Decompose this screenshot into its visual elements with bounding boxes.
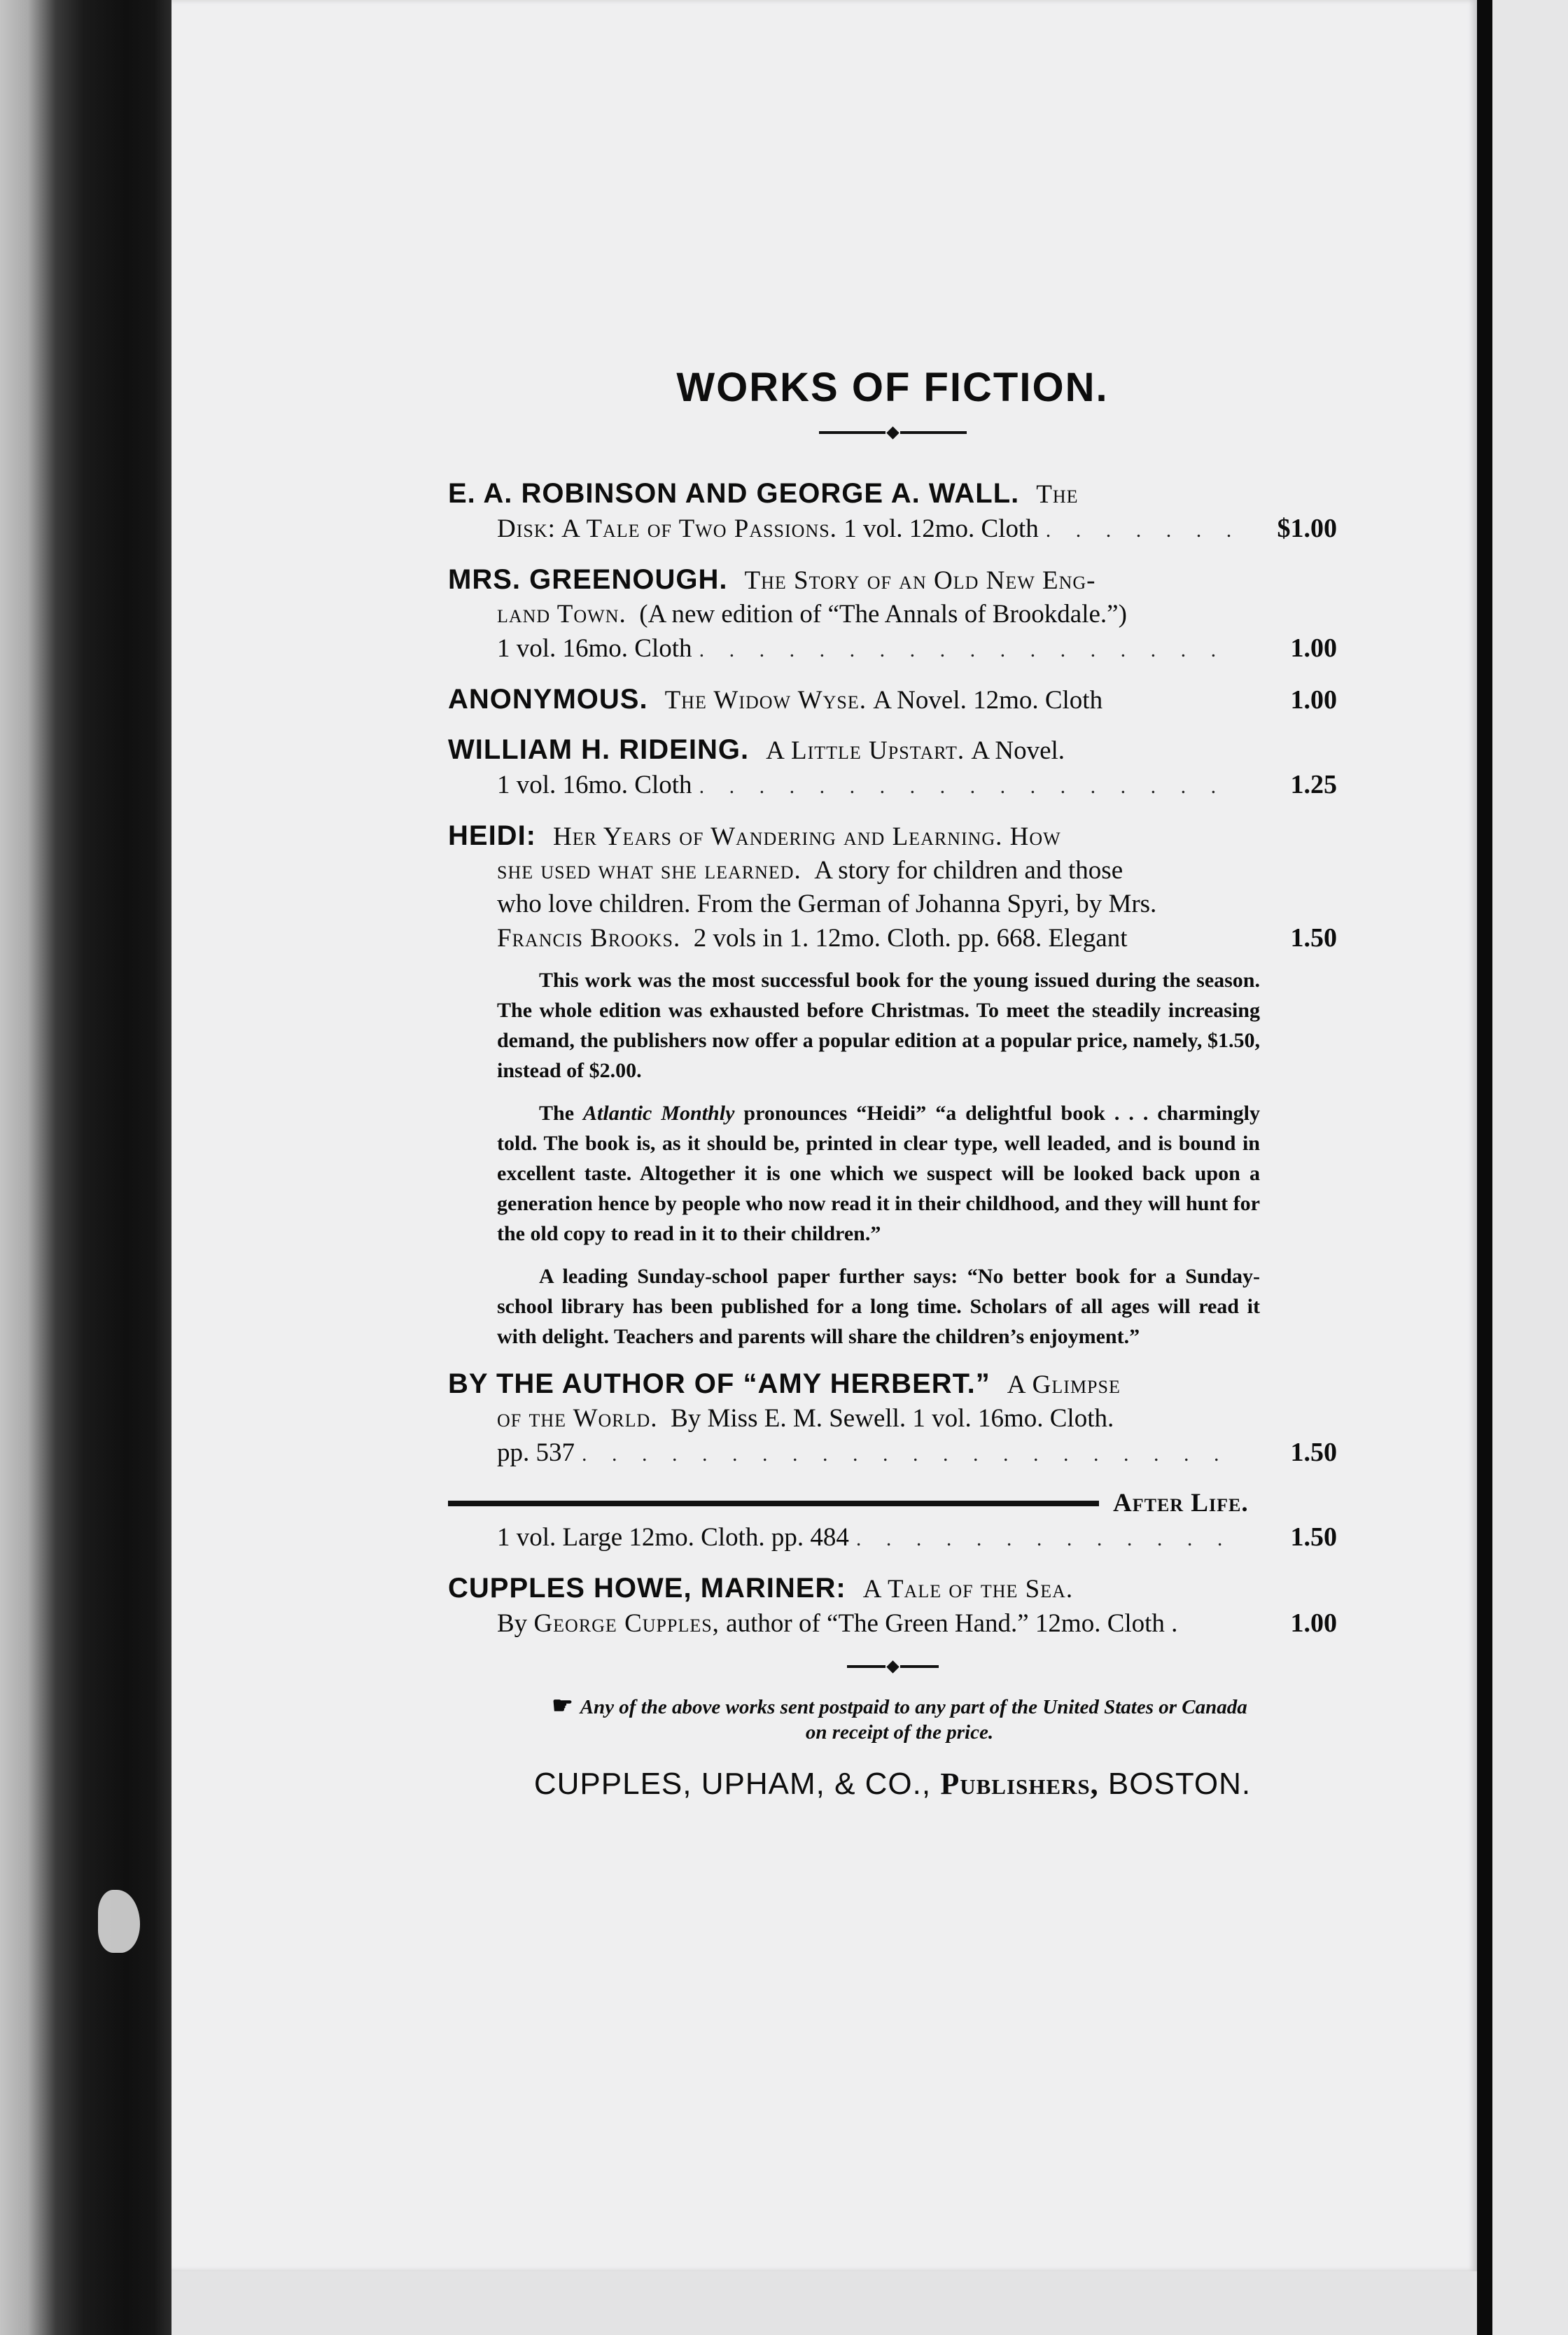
- entry-details: pp. 537: [497, 1438, 575, 1467]
- entry-price: 1.00: [1290, 685, 1337, 715]
- entry-details: A Novel. 12mo. Cloth: [873, 686, 1103, 715]
- entry-details: author of “The Green Hand.” 12mo. Cloth .: [726, 1609, 1178, 1638]
- book-entry: [448, 1367, 1337, 1471]
- entry-price: 1.00: [1290, 1608, 1337, 1638]
- entry-price: 1.25: [1290, 770, 1337, 799]
- entry-price: 1.50: [1290, 1438, 1337, 1467]
- book-entry: [448, 1487, 1337, 1556]
- entry-author: HEIDI:: [448, 820, 536, 851]
- leader-dots: [582, 1438, 1236, 1471]
- entry-price: $1.00: [1277, 514, 1337, 543]
- entry-author: ANONYMOUS.: [448, 684, 648, 715]
- entry-description: who love children. From the German of Johanna Spyri, by Mrs.: [497, 890, 1157, 918]
- leader-dots: [1046, 514, 1236, 547]
- entry-note: (A new edition of “The Annals of Brookdale.”): [639, 600, 1127, 629]
- book-entry: [448, 733, 1337, 804]
- bottom-page-edge: [172, 2271, 1477, 2335]
- book-spine: [0, 0, 172, 2335]
- advertisement-content: [448, 364, 1337, 1802]
- entry-title-cont: Disk: A Tale of Two Passions.: [497, 514, 837, 543]
- entry-title: The Widow Wyse.: [664, 686, 867, 715]
- review-paragraph: The Atlantic Monthly pronounces “Heidi” “a delightful book . . . charmingly told. The book is, as it should be, printed in clear type, well leaded, and is bound in excellent taste. Altogether it is one which we suspect will be looked back upon a generation hence by people who now read it in their childhood, and they will hunt for the old copy to read in it to their children.”: [497, 1102, 1261, 1245]
- heidi-reviews: [448, 965, 1260, 1352]
- book-entry: [448, 819, 1337, 1352]
- review-paragraph: This work was the most successful book for the young issued during the season. The whole edition was exhausted before Christmas. To meet the steadily increasing demand, the publishers now offer a popular edition at a popular price, namely, $1.50, instead of $2.00.: [497, 969, 1260, 1082]
- leader-dots: [856, 1522, 1236, 1556]
- entry-price: 1.50: [1290, 923, 1337, 953]
- publisher-name: CUPPLES, UPHAM, & CO.,: [533, 1767, 932, 1801]
- entry-description: By Miss E. M. Sewell. 1 vol. 16mo. Cloth.: [671, 1404, 1114, 1433]
- entry-translator: Francis Brooks.: [497, 924, 681, 953]
- book-entry: CUPPLES HOWE, MARINER: A Tale of the Sea. By George Cupples, author of “The Green Hand.” 12mo. Cloth . 1.00: [448, 1571, 1337, 1641]
- leader-dots: [699, 770, 1236, 804]
- entry-author: E. A. ROBINSON AND GEORGE A. WALL.: [448, 478, 1020, 509]
- entry-title-cont: she used what she learned.: [497, 856, 802, 885]
- footer-ornament: [448, 1656, 1337, 1677]
- entry-author: BY THE AUTHOR OF “AMY HERBERT.”: [448, 1368, 990, 1399]
- entry-details: 1 vol. Large 12mo. Cloth. pp. 484: [497, 1523, 849, 1552]
- entry-details: 2 vols in 1. 12mo. Cloth. pp. 668. Elegant: [693, 924, 1128, 953]
- pointing-hand-icon: ☛: [552, 1693, 573, 1719]
- next-page-strip: [1492, 0, 1568, 2335]
- entry-author: MRS. GREENOUGH.: [448, 564, 728, 595]
- publisher-city: BOSTON.: [1107, 1767, 1252, 1801]
- entry-author: WILLIAM H. RIDEING.: [448, 734, 750, 765]
- entry-title: The: [1036, 480, 1079, 509]
- entry-description: A story for children and those: [814, 856, 1124, 885]
- entry-title: The Story of an Old New Eng-: [744, 566, 1096, 595]
- entry-details: 1 vol. 16mo. Cloth: [497, 771, 692, 799]
- book-entry: [448, 682, 1337, 717]
- entry-title: A Glimpse: [1007, 1370, 1121, 1399]
- book-entry: [448, 563, 1337, 667]
- page-title: WORKS OF FICTION.: [676, 365, 1109, 410]
- entry-title-cont: land Town.: [497, 600, 626, 629]
- entry-author-name: George Cupples,: [533, 1609, 720, 1638]
- entry-details: 1 vol. 16mo. Cloth: [497, 634, 692, 663]
- review-paragraph: A leading Sunday-school paper further says: “No better book for a Sunday-school library has been published for a long time. Scholars of all ages will read it with delight. Teachers and parents will share the children’s enjoyment.”: [497, 1265, 1260, 1348]
- entry-title: A Little Upstart.: [766, 736, 965, 765]
- entry-title-cont: of the World.: [497, 1404, 658, 1433]
- publication-name: Atlantic Monthly: [583, 1102, 735, 1125]
- book-entry: [448, 477, 1337, 547]
- title-ornament: [448, 422, 1337, 443]
- entry-title: After Life.: [1113, 1489, 1249, 1517]
- entry-title: A Tale of the Sea.: [862, 1575, 1074, 1604]
- publisher-role: Publishers,: [940, 1767, 1099, 1801]
- entry-details: 1 vol. 12mo. Cloth: [844, 514, 1039, 543]
- entry-price: 1.50: [1290, 1522, 1337, 1552]
- right-page-edge: [1477, 0, 1492, 2335]
- same-author-rule: [448, 1501, 1099, 1506]
- entry-price: 1.00: [1290, 633, 1337, 663]
- entry-author: CUPPLES HOWE, MARINER:: [448, 1573, 846, 1604]
- leader-dots: [699, 633, 1236, 667]
- postage-notice: ☛ Any of the above works sent postpaid to any part of the United States or Canada on receipt of the price.: [552, 1693, 1247, 1744]
- entry-subtitle: A Novel.: [971, 736, 1065, 765]
- publisher-imprint: [448, 1766, 1337, 1802]
- entry-title: Her Years of Wandering and Learning. How: [553, 822, 1061, 851]
